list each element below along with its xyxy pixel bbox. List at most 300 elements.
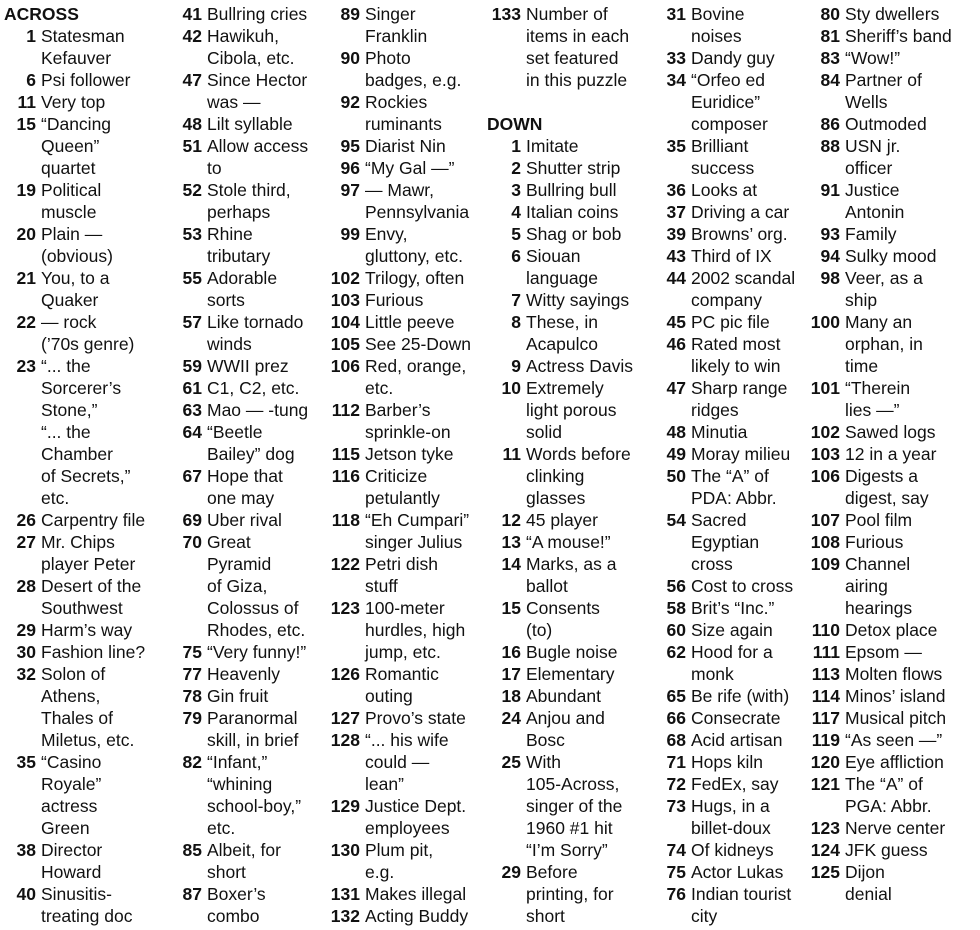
clue-number: 63 (182, 400, 202, 420)
clue-number: 18 (501, 686, 521, 706)
clue-number: 86 (820, 114, 840, 134)
clue-entry (656, 69, 816, 135)
clue-text: Third of IX (691, 246, 772, 266)
clue-number: 11 (502, 444, 521, 464)
clue-entry (4, 113, 164, 179)
clue-entry (806, 553, 980, 619)
clue-number: 28 (16, 576, 36, 596)
clue-text: Musical pitch (845, 708, 947, 728)
clue-text: Trilogy, often (365, 268, 465, 288)
clue-entry (4, 509, 164, 531)
clue-text: Looks at (691, 180, 758, 200)
clue-entry (4, 531, 164, 575)
clue-entry (326, 179, 486, 223)
clue-text: Siouan language (526, 246, 599, 288)
clue-entry (656, 47, 816, 69)
clue-number: 55 (182, 268, 202, 288)
clue-text: Bovine noises (691, 4, 745, 46)
clue-number: 45 (666, 312, 686, 332)
clue-number: 122 (330, 554, 360, 574)
clue-entry (172, 465, 330, 509)
clue-entry (4, 311, 164, 355)
clue-entry (172, 685, 330, 707)
clue-text: USN jr. officer (845, 136, 901, 178)
clue-number: 73 (666, 796, 686, 816)
clue-number: 74 (666, 840, 686, 860)
clue-entry (806, 47, 980, 69)
clue-text: Witty sayings (526, 290, 630, 310)
clue-entry (656, 575, 816, 597)
clue-entry (806, 421, 980, 443)
clue-entry (4, 223, 164, 267)
clue-number: 80 (820, 4, 840, 24)
clue-text: “As seen —” (845, 730, 943, 750)
clue-column-1 (4, 3, 164, 927)
clue-text: Size again (691, 620, 773, 640)
clue-number: 87 (182, 884, 202, 904)
clue-entry (326, 883, 486, 905)
clue-text: Great Pyramid of Giza, Colossus of Rhodes, etc. (207, 532, 306, 640)
clue-text: Sulky mood (845, 246, 937, 266)
clue-text: Albeit, for short (207, 840, 281, 882)
clue-text: Dandy guy (691, 48, 775, 68)
clue-text: Extremely light porous solid (526, 378, 617, 442)
clue-text: Mr. Chips player Peter (41, 532, 136, 574)
clue-entry (656, 707, 816, 729)
clue-text: Bullring bull (526, 180, 617, 200)
clue-entry (806, 685, 980, 707)
clue-entry (172, 25, 330, 69)
clue-text: Bugle noise (526, 642, 618, 662)
clue-number: 3 (511, 180, 521, 200)
clue-text: Heavenly (207, 664, 280, 684)
clue-text: Minos’ island (845, 686, 946, 706)
clue-number: 70 (182, 532, 202, 552)
clue-text: Stole third, perhaps (207, 180, 291, 222)
clue-number: 17 (501, 664, 521, 684)
clue-number: 29 (16, 620, 36, 640)
clue-text: Eye affliction (845, 752, 944, 772)
clue-entry (487, 311, 657, 355)
clue-text: Very top (41, 92, 106, 112)
clue-entry (656, 773, 816, 795)
clue-number: 94 (820, 246, 840, 266)
clue-text: Director Howard (41, 840, 103, 882)
clue-number: 49 (666, 444, 686, 464)
clue-number: 124 (810, 840, 840, 860)
clue-number: 59 (182, 356, 202, 376)
clue-number: 97 (340, 180, 360, 200)
clue-number: 118 (331, 510, 360, 530)
clue-number: 58 (666, 598, 686, 618)
clue-number: 60 (666, 620, 686, 640)
clue-entry (806, 619, 980, 641)
clue-entry (172, 377, 330, 399)
clue-entry (806, 245, 980, 267)
clue-entry (4, 25, 164, 69)
clue-text: Actor Lukas (691, 862, 784, 882)
clue-text: “Casino Royale” actress Green (41, 752, 102, 838)
clue-text: Justice Antonin (845, 180, 905, 222)
clue-number: 112 (331, 400, 360, 420)
clue-number: 52 (182, 180, 202, 200)
clue-number: 29 (501, 862, 521, 882)
clue-entry (326, 707, 486, 729)
clue-entry (172, 421, 330, 465)
clue-entry (806, 663, 980, 685)
clue-number: 88 (820, 136, 840, 156)
clue-text: Marks, as a ballot (526, 554, 617, 596)
clue-number: 130 (330, 840, 360, 860)
clue-text: “Wow!” (845, 48, 901, 68)
clue-entry (487, 685, 657, 707)
clue-number: 41 (182, 4, 202, 24)
clue-number: 109 (810, 554, 840, 574)
clue-entry (172, 399, 330, 421)
clue-number: 30 (16, 642, 36, 662)
clue-entry (4, 575, 164, 619)
clue-number: 106 (810, 466, 840, 486)
clue-entry (487, 377, 657, 443)
clue-text: Sawed logs (845, 422, 936, 442)
clue-entry (172, 663, 330, 685)
clue-text: Abundant (526, 686, 601, 706)
clue-number: 89 (340, 4, 360, 24)
clue-entry (487, 751, 657, 861)
clue-number: 1 (26, 26, 36, 46)
clue-entry (326, 399, 486, 443)
clue-entry (172, 267, 330, 311)
clue-text: Photo badges, e.g. (365, 48, 462, 90)
clue-number: 9 (511, 356, 521, 376)
clue-number: 75 (666, 862, 686, 882)
clue-entry (326, 443, 486, 465)
clue-entry (656, 509, 816, 575)
clue-entry (487, 509, 657, 531)
clue-text: Partner of Wells (845, 70, 922, 112)
clue-number: 57 (182, 312, 202, 332)
clue-text: “Dancing Queen” quartet (41, 114, 112, 178)
clue-entry (326, 905, 486, 927)
clue-text: Little peeve (365, 312, 455, 332)
clue-number: 123 (330, 598, 360, 618)
clue-number: 91 (820, 180, 840, 200)
clue-number: 68 (666, 730, 686, 750)
section-heading: DOWN (487, 114, 543, 134)
clue-number: 103 (810, 444, 840, 464)
clue-entry (656, 333, 816, 377)
clue-entry (656, 201, 816, 223)
clue-entry (172, 311, 330, 355)
clue-text: Petri dish stuff (365, 554, 438, 596)
clue-number: 78 (182, 686, 202, 706)
clue-entry (172, 113, 330, 135)
clue-number: 44 (666, 268, 686, 288)
clue-entry (806, 311, 980, 377)
clue-text: Epsom — (845, 642, 922, 662)
clue-entry (656, 883, 816, 927)
clue-entry (806, 443, 980, 465)
clue-column-3 (326, 3, 486, 927)
clue-text: Molten flows (845, 664, 943, 684)
clue-text: Elementary (526, 664, 615, 684)
clue-entry (172, 3, 330, 25)
clue-text: “Infant,” “whining school-boy,” etc. (207, 752, 302, 838)
clue-text: “A mouse!” (526, 532, 611, 552)
clue-number: 25 (501, 752, 521, 772)
clue-number: 20 (16, 224, 36, 244)
clue-entry (656, 751, 816, 773)
clue-number: 38 (16, 840, 36, 860)
clue-entry (656, 245, 816, 267)
clue-number: 77 (182, 664, 202, 684)
clue-number: 6 (26, 70, 36, 90)
clue-number: 117 (811, 708, 840, 728)
clue-number: 71 (666, 752, 686, 772)
clue-number: 46 (666, 334, 686, 354)
clue-number: 81 (820, 26, 840, 46)
clue-number: 107 (810, 510, 840, 530)
clue-number: 64 (182, 422, 202, 442)
clue-number: 93 (820, 224, 840, 244)
clue-number: 110 (811, 620, 840, 640)
clue-text: Psi follower (41, 70, 131, 90)
clue-entry (4, 91, 164, 113)
clue-text: Jetson tyke (365, 444, 454, 464)
clue-number: 103 (330, 290, 360, 310)
clue-text: Paranormal skill, in brief (207, 708, 299, 750)
clue-text: Criticize petulantly (365, 466, 440, 508)
clue-text: Indian tourist city (691, 884, 792, 926)
clue-number: 133 (491, 4, 521, 24)
clue-text: See 25-Down (365, 334, 472, 354)
clue-number: 33 (666, 48, 686, 68)
clue-text: C1, C2, etc. (207, 378, 300, 398)
clue-text: Plain — (obvious) (41, 224, 113, 266)
clue-entry (4, 751, 164, 839)
clue-entry (172, 751, 330, 839)
clue-number: 76 (666, 884, 686, 904)
clue-text: Be rife (with) (691, 686, 790, 706)
clue-number: 47 (182, 70, 202, 90)
clue-text: Provo’s state (365, 708, 466, 728)
clue-entry (326, 333, 486, 355)
clue-text: Desert of the Southwest (41, 576, 142, 618)
clue-number: 131 (330, 884, 360, 904)
clue-text: Lilt syllable (207, 114, 293, 134)
clue-entry (172, 135, 330, 179)
clue-text: “Therein lies —” (845, 378, 911, 420)
clue-number: 40 (16, 884, 36, 904)
clue-entry (172, 179, 330, 223)
clue-text: “Orfeo ed Euridice” composer (691, 70, 768, 134)
clue-number: 104 (330, 312, 360, 332)
clue-number: 5 (511, 224, 521, 244)
clue-text: Imitate (526, 136, 579, 156)
clue-text: Barber’s sprinkle-on (365, 400, 451, 442)
clue-number: 75 (182, 642, 202, 662)
clue-text: Brit’s “Inc.” (691, 598, 775, 618)
clue-number: 2 (511, 158, 521, 178)
clue-number: 123 (810, 818, 840, 838)
clue-text: “Very funny!” (207, 642, 307, 662)
clue-text: Moray milieu (691, 444, 791, 464)
clue-number: 32 (16, 664, 36, 684)
clue-entry (326, 311, 486, 333)
clue-entry (656, 619, 816, 641)
clue-entry (656, 861, 816, 883)
clue-text: Consents (to) (526, 598, 600, 640)
clue-entry (487, 201, 657, 223)
clue-text: Many an orphan, in time (845, 312, 923, 376)
clue-text: Nerve center (845, 818, 946, 838)
clue-text: Consecrate (691, 708, 781, 728)
clue-text: Red, orange, etc. (365, 356, 467, 398)
clue-text: Words before clinking glasses (526, 444, 631, 508)
clue-text: These, in Acapulco (526, 312, 598, 354)
clue-column-5 (656, 3, 816, 927)
clue-text: Hope that one may (207, 466, 283, 508)
clue-number: 90 (340, 48, 360, 68)
clue-text: Veer, as a ship (845, 268, 923, 310)
clue-entry (326, 355, 486, 399)
clue-text: “Beetle Bailey” dog (207, 422, 295, 464)
clue-number: 102 (810, 422, 840, 442)
clue-entry (656, 597, 816, 619)
clue-entry (806, 179, 980, 223)
clue-text: Hops kiln (691, 752, 763, 772)
clue-number: 8 (511, 312, 521, 332)
clue-entry (656, 729, 816, 751)
clue-number: 11 (17, 92, 36, 112)
clue-text: Before printing, for short (526, 862, 614, 926)
clue-text: With 105-Across, singer of the 1960 #1 hit “I’m Sorry” (526, 752, 623, 860)
clue-text: Plum pit, e.g. (365, 840, 434, 882)
clue-number: 19 (16, 180, 36, 200)
clue-number: 27 (16, 532, 36, 552)
clue-text: Like tornado winds (207, 312, 304, 354)
clue-number: 14 (501, 554, 521, 574)
clue-number: 12 (501, 510, 521, 530)
clue-text: WWII prez (207, 356, 289, 376)
clue-text: “... the Sorcerer’s Stone,” “... the Chamber of Secrets,” etc. (41, 356, 131, 508)
clue-number: 16 (501, 642, 521, 662)
clue-entry (172, 69, 330, 113)
clue-entry (806, 509, 980, 531)
clue-entry (656, 377, 816, 421)
clue-entry (4, 883, 164, 927)
clue-entry (806, 531, 980, 553)
clue-text: Digests a digest, say (845, 466, 929, 508)
clue-entry (326, 839, 486, 883)
clue-text: Since Hector was — (207, 70, 308, 112)
clue-entry (806, 377, 980, 421)
clue-entry (806, 773, 980, 817)
clue-text: Sharp range ridges (691, 378, 788, 420)
clue-text: Cost to cross (691, 576, 794, 596)
clue-number: 66 (666, 708, 686, 728)
clue-number: 53 (182, 224, 202, 244)
section-spacer (487, 91, 657, 113)
clue-entry (487, 443, 657, 509)
clue-number: 114 (811, 686, 840, 706)
clue-number: 82 (182, 752, 202, 772)
clue-number: 113 (811, 664, 840, 684)
clue-number: 128 (330, 730, 360, 750)
clue-number: 72 (666, 774, 686, 794)
clue-number: 39 (666, 224, 686, 244)
clue-text: Shutter strip (526, 158, 621, 178)
clue-entry (172, 509, 330, 531)
clue-text: JFK guess (845, 840, 928, 860)
clue-text: Brilliant success (691, 136, 755, 178)
clue-number: 13 (501, 532, 521, 552)
clue-text: Anjou and Bosc (526, 708, 605, 750)
clue-entry (806, 729, 980, 751)
clue-number: 96 (340, 158, 360, 178)
clue-number: 35 (16, 752, 36, 772)
clue-number: 65 (666, 686, 686, 706)
clue-entry (4, 355, 164, 509)
clue-text: Acting Buddy (365, 906, 469, 926)
clue-entry (806, 69, 980, 113)
clue-text: 45 player (526, 510, 598, 530)
clue-text: The “A” of PGA: Abbr. (845, 774, 932, 816)
clue-text: Boxer’s combo (207, 884, 266, 926)
clue-text: Furious (845, 532, 904, 552)
clue-number: 37 (666, 202, 686, 222)
clue-entry (487, 861, 657, 927)
clue-number: 99 (340, 224, 360, 244)
clue-entry (326, 663, 486, 707)
clue-column-2 (172, 3, 330, 927)
clue-number: 106 (330, 356, 360, 376)
clue-entry (4, 267, 164, 311)
clue-text: Italian coins (526, 202, 619, 222)
clue-text: Acid artisan (691, 730, 783, 750)
clue-text: Actress Davis (526, 356, 633, 376)
clue-number: 79 (182, 708, 202, 728)
clue-number: 47 (666, 378, 686, 398)
clue-text: Sheriff’s band (845, 26, 952, 46)
clue-text: Bullring cries (207, 4, 308, 24)
clue-number: 129 (330, 796, 360, 816)
clue-number: 132 (330, 906, 360, 926)
clue-number: 43 (666, 246, 686, 266)
clue-number: 48 (182, 114, 202, 134)
clue-text: Rated most likely to win (691, 334, 781, 376)
clue-entry (806, 861, 980, 905)
clue-text: Adorable sorts (207, 268, 278, 310)
clue-entry (806, 707, 980, 729)
clue-entry (4, 641, 164, 663)
clue-number: 1 (511, 136, 521, 156)
clue-number: 42 (182, 26, 202, 46)
clue-number: 102 (330, 268, 360, 288)
clue-number: 23 (16, 356, 36, 376)
clue-number: 115 (331, 444, 360, 464)
clue-text: Statesman Kefauver (41, 26, 125, 68)
clue-entry (4, 69, 164, 91)
clue-entry (656, 179, 816, 201)
clue-column-4 (487, 3, 657, 927)
clue-text: Envy, gluttony, etc. (365, 224, 463, 266)
clue-number: 6 (511, 246, 521, 266)
clue-text: — Mawr, Pennsylvania (365, 180, 470, 222)
clue-entry (487, 641, 657, 663)
clue-text: Allow access to (207, 136, 309, 178)
section-heading: ACROSS (4, 4, 79, 24)
